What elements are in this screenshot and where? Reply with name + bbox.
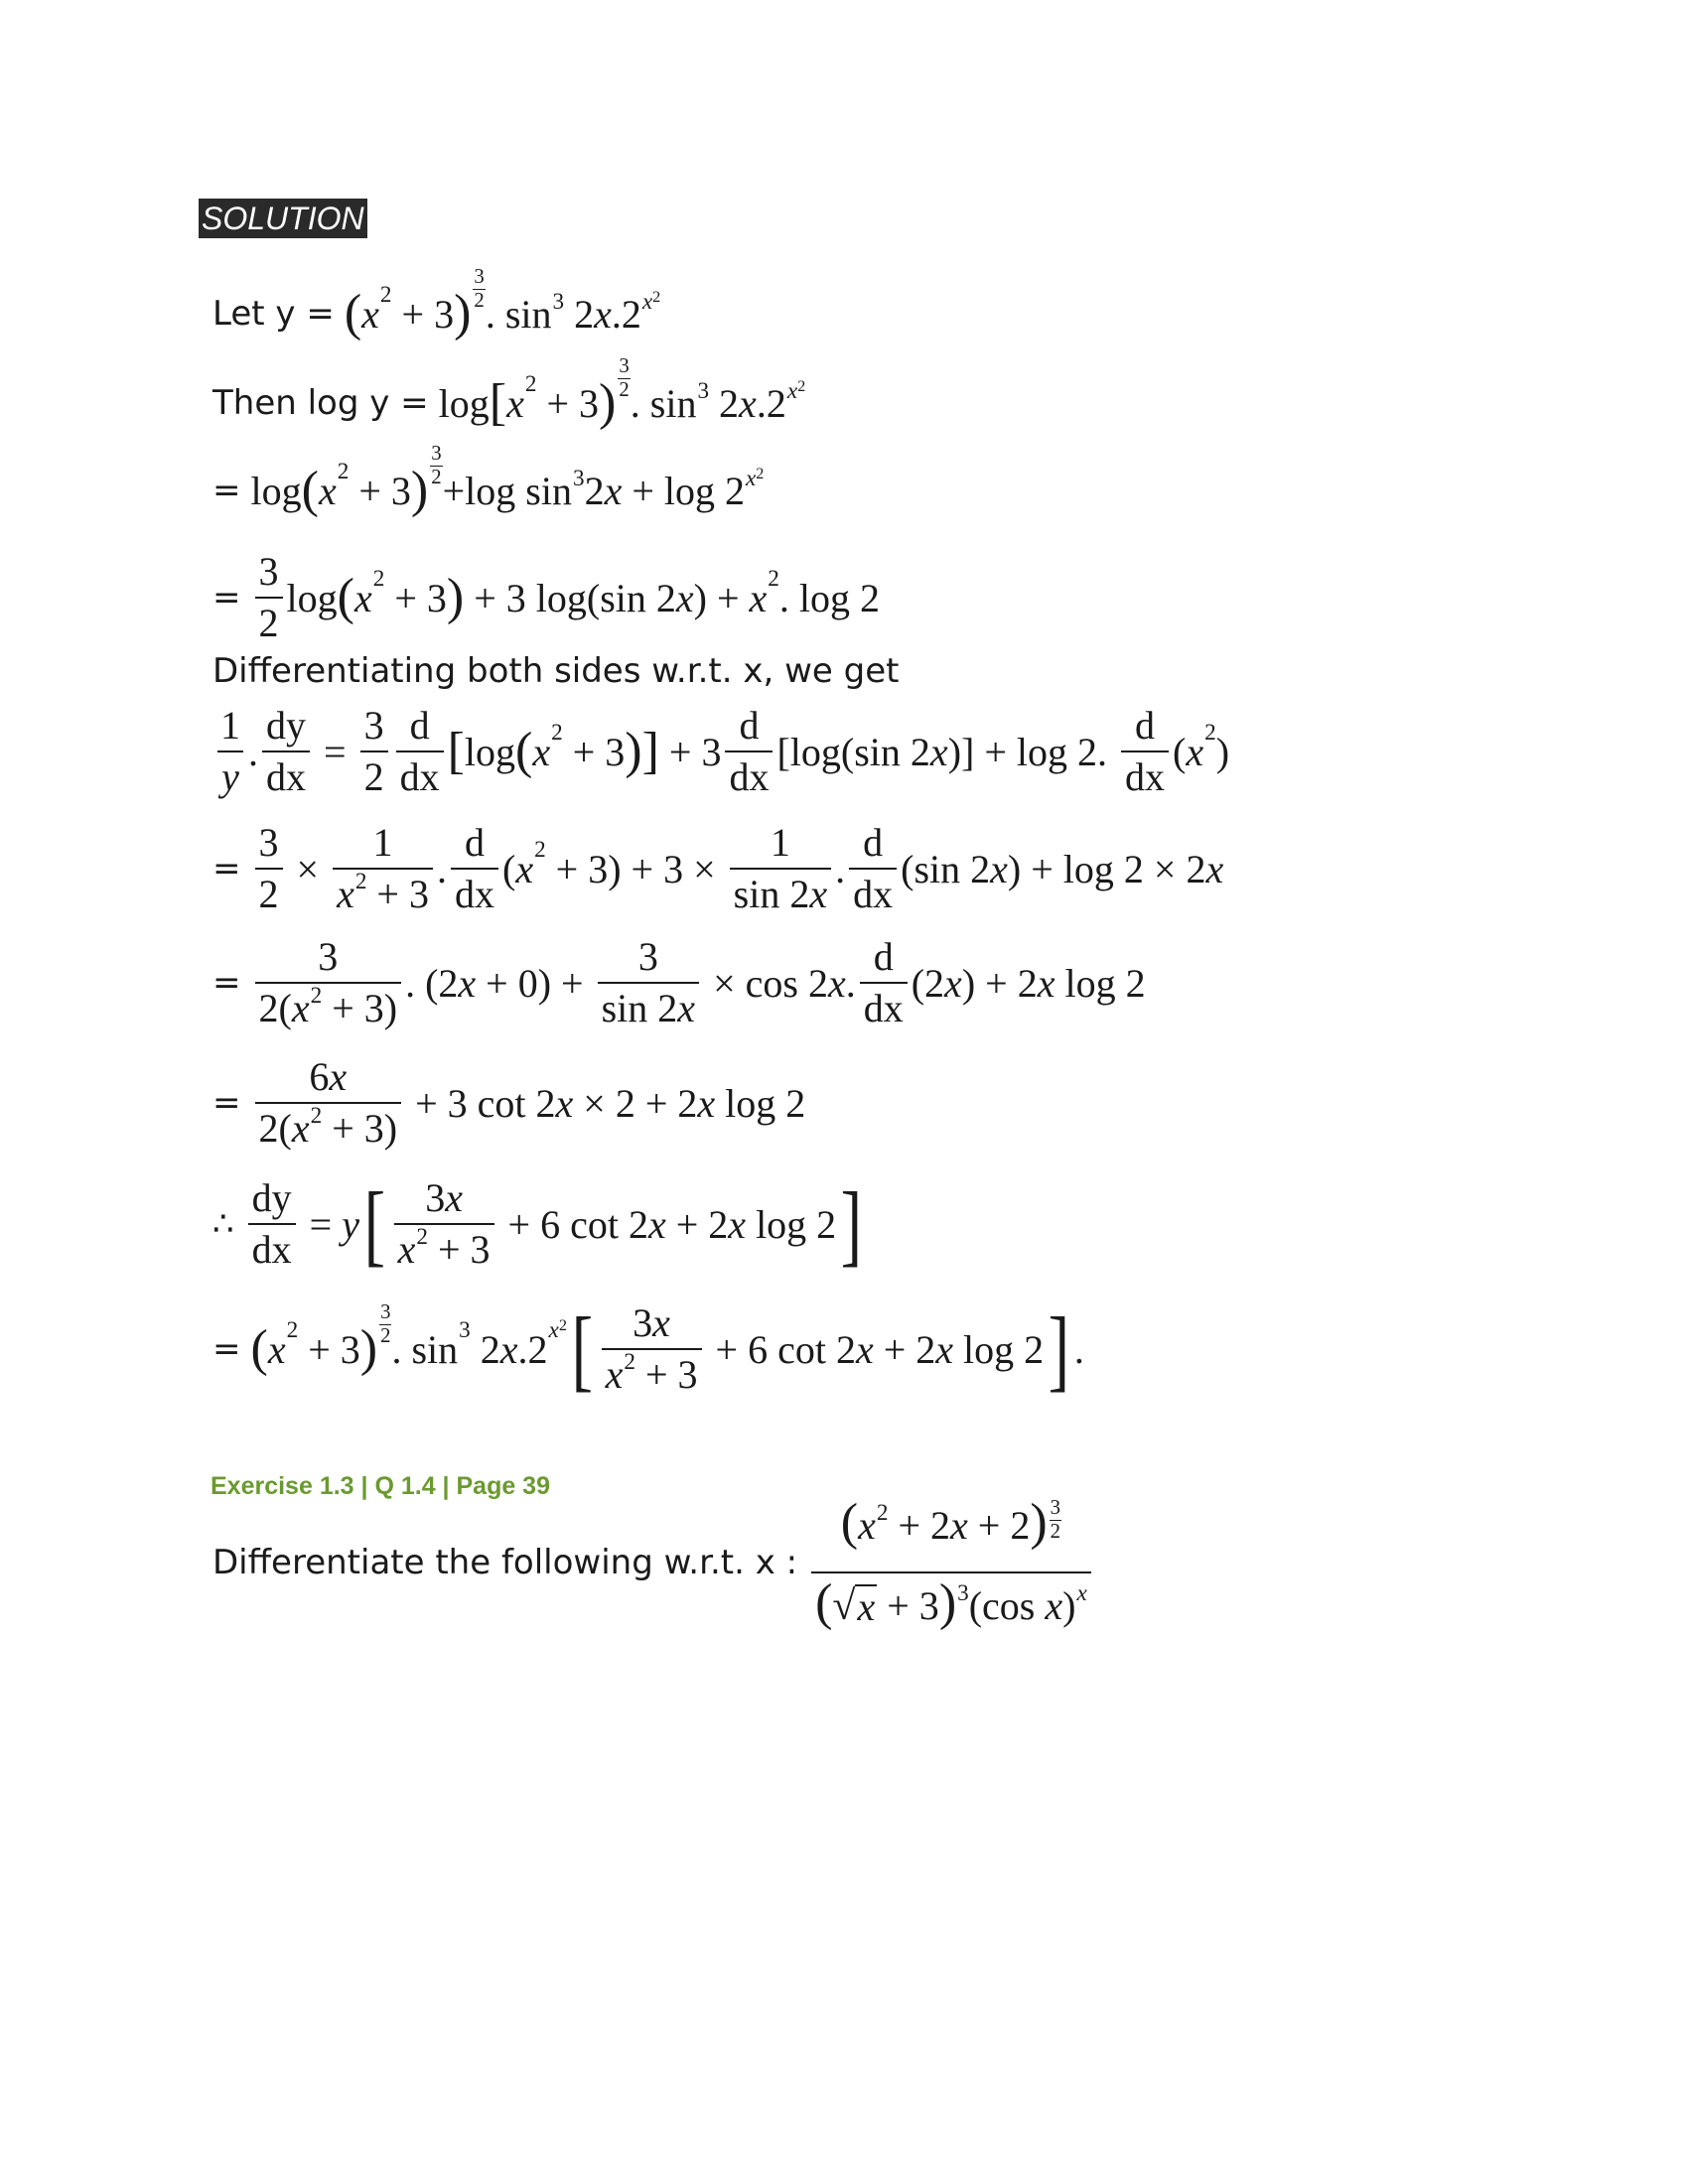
math-expression: $\frac{1}{y}$ . $\frac{dy}{dx}$ = $\frac{3}{2}$ $\frac{d}{dx}$ [ log ( x 2 + 3 ) ] + 3 $\frac{d}{dx}$ [log(sin 2 x )] + log 2. $\frac{d}{dx}$ ( x 2 ): [212, 705, 1229, 798]
therefore-symbol: ∴: [212, 1204, 234, 1244]
exercise-reference-link[interactable]: Exercise 1.3 | Q 1.4 | Page 39: [211, 1472, 550, 1500]
math-expression: $\frac{6x}{2(x2 + 3)}$ + 3 cot 2 x × 2 + 2 x log 2: [251, 1056, 806, 1150]
equals-label: =: [212, 1329, 241, 1369]
equals-label: =: [212, 1083, 241, 1123]
equals-label: =: [212, 471, 241, 510]
question-line: [212, 1494, 1095, 1631]
question-label: Differentiate the following w.r.t. x :: [212, 1543, 798, 1583]
math-expression: $\frac{dy}{dx}$ = y [ $\frac{3x}{x2 + 3}$ + 6 cot 2 x + 2 x log 2 ]: [244, 1177, 867, 1271]
differentiating-text: Differentiating both sides w.r.t. x, we get: [212, 651, 900, 691]
solution-line-10: [212, 1173, 867, 1275]
math-expression: ( x 2 + 3 ) $\frac{3}{2}$ . sin 3 2 x .2 x2 [ $\frac{3x}{x2 + 3}$ + 6 cot 2 x + 2 x log 2 ] .: [250, 1298, 1084, 1400]
solution-line-3: [212, 441, 765, 518]
math-expression: $\frac{3}{2}$ log ( x 2 + 3 ) + 3 log(sin 2 x ) + x 2 . log 2: [251, 551, 881, 644]
math-expression: log ( x 2 + 3 ) $\frac{3}{2}$ +log sin32x + log 2x2: [250, 441, 765, 518]
math-expression: ( x 2 + 3 ) $\frac{3}{2}$ . sin3 2x.2x2: [344, 264, 661, 341]
math-expression: $\frac{3}{2(x2 + 3)}$ . (2 x + 0) + $\frac{3}{\sin 2x}$ × cos 2 x . $\frac{d}{dx}$ (2 x ) + 2 x log 2: [251, 936, 1146, 1029]
then-label: Then log y =: [212, 383, 429, 423]
solution-line-4: [212, 551, 880, 644]
math-expression: (x2 + 2x + 2) $\frac{3}{2}$ ( √ x + 3)3(cos x)x: [807, 1497, 1095, 1629]
math-expression: $\frac{3}{2}$ × $\frac{1}{x2 + 3}$ . $\frac{d}{dx}$ ( x 2 + 3) + 3 × $\frac{1}{\sin 2x}$ . $\frac{d}{dx}$ (sin 2 x ) + log 2 × 2 x: [251, 822, 1224, 915]
solution-line-9: [212, 1056, 805, 1150]
solution-line-6: [212, 705, 1229, 798]
equals-label: =: [212, 849, 241, 888]
equals-label: =: [212, 578, 241, 617]
let-label: Let y =: [212, 294, 335, 334]
math-expression: log [ x 2 + 3 ) $\frac{3}{2}$ . sin3 2x.2x2: [438, 353, 806, 431]
solution-line-1: [212, 264, 661, 341]
equals-label: =: [212, 963, 241, 1003]
solution-line-2: [212, 353, 806, 431]
solution-line-8: [212, 936, 1146, 1029]
solution-line-7: [212, 822, 1223, 915]
solution-badge: SOLUTION: [199, 199, 367, 238]
solution-line-11: [212, 1298, 1084, 1400]
